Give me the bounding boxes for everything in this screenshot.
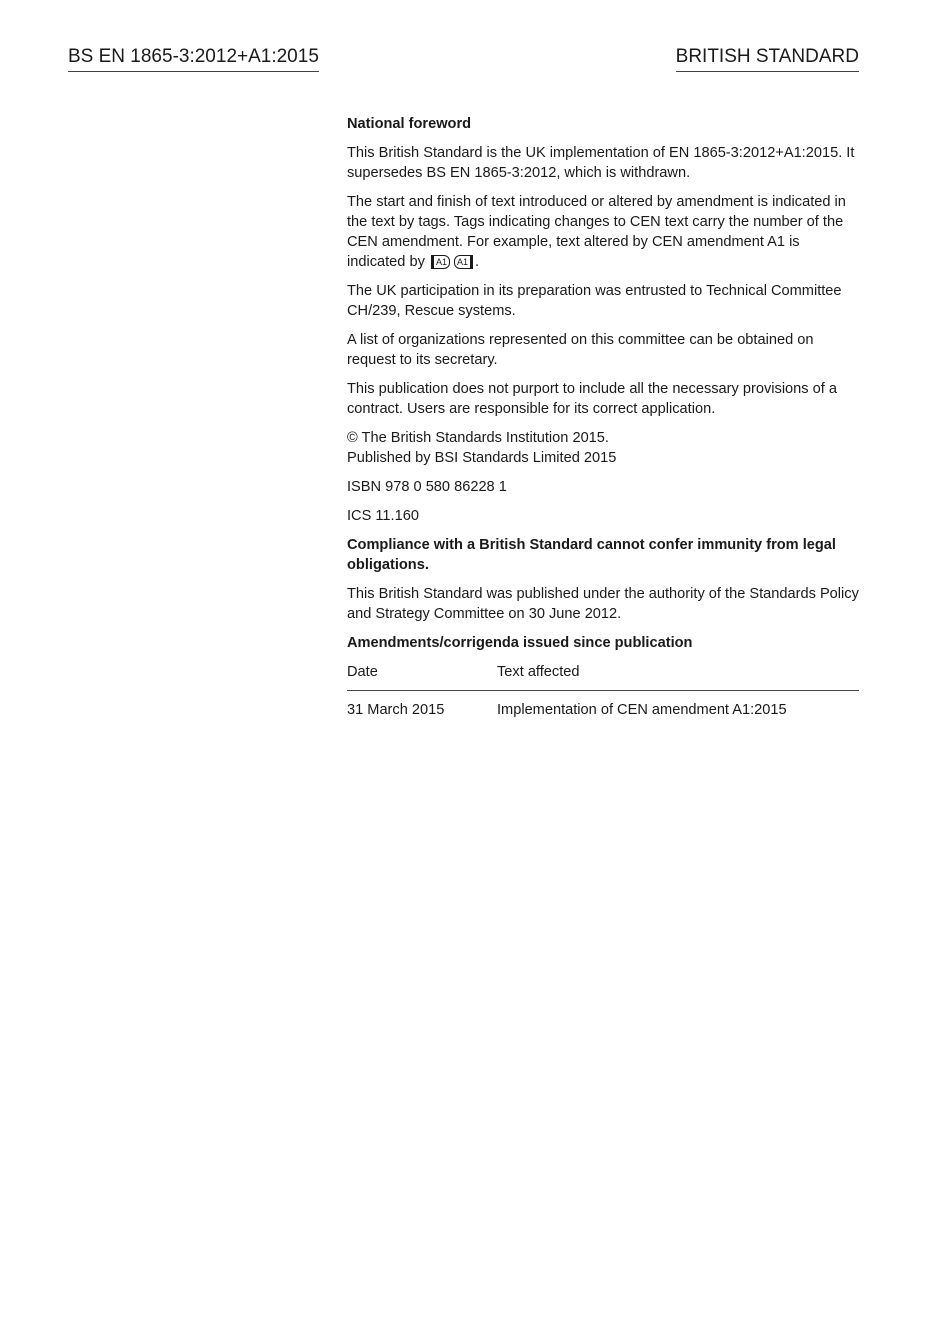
amendment-date-cell: 31 March 2015: [347, 702, 445, 718]
amendment-text-cell: Implementation of CEN amendment A1:2015: [497, 702, 787, 718]
amendment-end-tag-icon: A1: [454, 255, 473, 269]
foreword-paragraph-organizations: A list of organizations represented on this committee can be obtained on request to its secretary.: [347, 332, 814, 368]
copyright-block: [347, 428, 859, 468]
amendments-table-header-row: [347, 662, 859, 691]
tags-explanation-text: The start and finish of text introduced or altered by amendment is indicated in the text by tags. Tags indicating changes to CEN text carry the number of the CEN amendment. For example, text altered by CEN amendment A1 is indicated by: [347, 194, 846, 270]
foreword-paragraph-provisions: This publication does not purport to include all the necessary provisions of a contract. Users are responsible for its correct application.: [347, 381, 837, 417]
ics-number: ICS 11.160: [347, 508, 419, 524]
amendments-table: [347, 662, 859, 720]
authority-statement: This British Standard was published under the authority of the Standards Policy and Strategy Committee on 30 June 2012.: [347, 586, 859, 622]
foreword-paragraph-tags: [347, 192, 859, 272]
amendments-title: Amendments/corrigenda issued since publication: [347, 635, 693, 651]
table-header-text-affected: Text affected: [497, 662, 859, 691]
tags-explanation-end: .: [474, 254, 480, 270]
british-standard-header: BRITISH STANDARD: [676, 46, 859, 72]
national-foreword-section: [347, 114, 859, 720]
compliance-statement: Compliance with a British Standard cannot confer immunity from legal obligations.: [347, 537, 836, 573]
amendment-start-tag-icon: A1: [431, 255, 450, 269]
document-id-header: BS EN 1865-3:2012+A1:2015: [68, 46, 319, 72]
foreword-paragraph-committee: The UK participation in its preparation was entrusted to Technical Committee CH/239, Rescue systems.: [347, 283, 842, 319]
publisher-line: Published by BSI Standards Limited 2015: [347, 450, 617, 466]
table-header-date: Date: [347, 662, 497, 691]
foreword-paragraph-implementation: This British Standard is the UK implementation of EN 1865-3:2012+A1:2015. It supersedes BS EN 1865-3:2012, which is withdrawn.: [347, 145, 855, 181]
isbn-number: ISBN 978 0 580 86228 1: [347, 479, 507, 495]
foreword-title: National foreword: [347, 116, 472, 132]
copyright-line: © The British Standards Institution 2015.: [347, 430, 609, 446]
table-row: [347, 691, 859, 721]
